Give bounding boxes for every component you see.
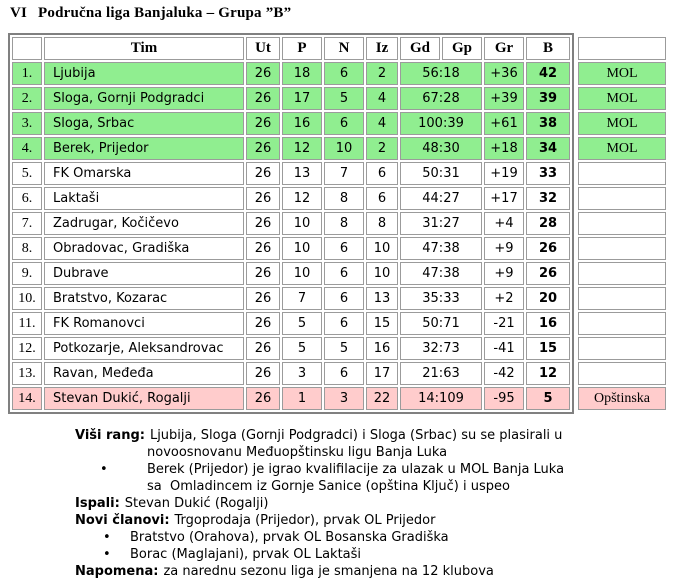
col-header-team: Tim [44, 37, 244, 60]
status-cell: MOL [578, 112, 666, 135]
rank-cell: 6. [12, 187, 42, 210]
col-header-status [578, 37, 666, 60]
goal-diff-cell: +9 [484, 237, 524, 260]
status-cell [578, 187, 666, 210]
status-row [578, 387, 666, 410]
bullet-icon: • [103, 547, 111, 562]
goal-diff-cell: +2 [484, 287, 524, 310]
played-cell: 26 [246, 162, 280, 185]
note-text: Ljubija, Sloga (Gornji Podgradci) i Sloga (Srbac) su se plasirali u [149, 428, 563, 443]
bullet-icon: • [103, 530, 111, 545]
draws-cell: 6 [324, 237, 364, 260]
league-table-body [12, 37, 570, 410]
goal-diff-cell: -42 [484, 362, 524, 385]
wins-cell: 16 [282, 112, 322, 135]
rank-cell: 7. [12, 212, 42, 235]
note-novi-clanovi [75, 512, 680, 529]
table-row [12, 387, 570, 410]
team-cell: Bratstvo, Kozarac [44, 287, 244, 310]
wins-cell: 13 [282, 162, 322, 185]
table-row [12, 137, 570, 160]
team-cell: FK Omarska [44, 162, 244, 185]
table-row [12, 287, 570, 310]
table-row [12, 187, 570, 210]
losses-cell: 8 [366, 212, 398, 235]
rank-cell: 14. [12, 387, 42, 410]
status-row [578, 62, 666, 85]
goals-cell: 50:31 [400, 162, 482, 185]
table-row [12, 262, 570, 285]
draws-cell: 6 [324, 112, 364, 135]
team-cell: Laktaši [44, 187, 244, 210]
wins-cell: 18 [282, 62, 322, 85]
status-column-body [578, 37, 666, 410]
wins-cell: 10 [282, 237, 322, 260]
note-label: Napomena: [75, 564, 159, 579]
wins-cell: 12 [282, 137, 322, 160]
points-cell: 5 [526, 387, 570, 410]
played-cell: 26 [246, 337, 280, 360]
played-cell: 26 [246, 262, 280, 285]
goal-diff-cell: +17 [484, 187, 524, 210]
points-cell: 28 [526, 212, 570, 235]
points-cell: 20 [526, 287, 570, 310]
note-visi-rang [75, 427, 680, 444]
team-cell: Ravan, Međeđa [44, 362, 244, 385]
col-header-gp: Gp [442, 37, 482, 60]
goals-cell: 100:39 [400, 112, 482, 135]
rank-cell: 5. [12, 162, 42, 185]
note-visi-rang-cont [147, 444, 680, 461]
played-cell: 26 [246, 387, 280, 410]
team-cell: Stevan Dukić, Rogalji [44, 387, 244, 410]
status-row [578, 87, 666, 110]
header-row [12, 37, 570, 60]
status-row [578, 312, 666, 335]
points-cell: 42 [526, 62, 570, 85]
note-text: Stevan Dukić (Rogalji) [124, 496, 269, 511]
team-cell: Sloga, Srbac [44, 112, 244, 135]
table-row [12, 237, 570, 260]
wins-cell: 12 [282, 187, 322, 210]
rank-cell: 3. [12, 112, 42, 135]
losses-cell: 22 [366, 387, 398, 410]
status-row [578, 212, 666, 235]
note-text: Borac (Maglajani), prvak OL Laktaši [130, 547, 362, 562]
points-cell: 38 [526, 112, 570, 135]
note-text: Trgoprodaja (Prijedor), prvak OL Prijedor [174, 513, 436, 528]
played-cell: 26 [246, 187, 280, 210]
note-text: sa Omladincem iz Gornje Sanice (opština Ključ) i uspeo [147, 479, 510, 494]
page-title [10, 5, 680, 22]
team-cell: Zadrugar, Kočičevo [44, 212, 244, 235]
wins-cell: 7 [282, 287, 322, 310]
goal-diff-cell: +19 [484, 162, 524, 185]
draws-cell: 6 [324, 312, 364, 335]
status-cell [578, 237, 666, 260]
draws-cell: 6 [324, 287, 364, 310]
col-header-b: B [526, 37, 570, 60]
losses-cell: 6 [366, 187, 398, 210]
col-header-p: P [282, 37, 322, 60]
col-header-ut: Ut [246, 37, 280, 60]
goal-diff-cell: +9 [484, 262, 524, 285]
goals-cell: 31:27 [400, 212, 482, 235]
goal-diff-cell: -41 [484, 337, 524, 360]
draws-cell: 6 [324, 62, 364, 85]
draws-cell: 8 [324, 187, 364, 210]
rank-cell: 12. [12, 337, 42, 360]
status-row [578, 287, 666, 310]
played-cell: 26 [246, 237, 280, 260]
col-header-n: N [324, 37, 364, 60]
status-row [578, 362, 666, 385]
wins-cell: 5 [282, 337, 322, 360]
wins-cell: 1 [282, 387, 322, 410]
status-row [578, 337, 666, 360]
points-cell: 39 [526, 87, 570, 110]
table-row [12, 112, 570, 135]
col-header-gr: Gr [484, 37, 524, 60]
team-cell: Obradovac, Gradiška [44, 237, 244, 260]
goals-cell: 48:30 [400, 137, 482, 160]
goal-diff-cell: +4 [484, 212, 524, 235]
goal-diff-cell: -21 [484, 312, 524, 335]
played-cell: 26 [246, 112, 280, 135]
team-cell: Sloga, Gornji Podgradci [44, 87, 244, 110]
table-row [12, 312, 570, 335]
losses-cell: 10 [366, 237, 398, 260]
note-text: novoosnovanu Međuopštinsku ligu Banja Luka [147, 445, 448, 460]
note-label: Novi članovi: [75, 513, 170, 528]
goal-diff-cell: -95 [484, 387, 524, 410]
table-row [12, 87, 570, 110]
status-cell [578, 162, 666, 185]
goal-diff-cell: +36 [484, 62, 524, 85]
losses-cell: 6 [366, 162, 398, 185]
losses-cell: 4 [366, 112, 398, 135]
note-text: za narednu sezonu liga je smanjena na 12 klubova [163, 564, 494, 579]
note-ispali [75, 495, 680, 512]
played-cell: 26 [246, 312, 280, 335]
goal-diff-cell: +61 [484, 112, 524, 135]
table-row [12, 337, 570, 360]
draws-cell: 8 [324, 212, 364, 235]
rank-cell: 11. [12, 312, 42, 335]
wins-cell: 5 [282, 312, 322, 335]
points-cell: 26 [526, 237, 570, 260]
rank-cell: 2. [12, 87, 42, 110]
table-row [12, 162, 570, 185]
losses-cell: 4 [366, 87, 398, 110]
status-row [578, 162, 666, 185]
team-cell: Potkozarje, Aleksandrovac [44, 337, 244, 360]
section-numeral: VI [10, 5, 28, 21]
played-cell: 26 [246, 87, 280, 110]
goals-cell: 44:27 [400, 187, 482, 210]
rank-cell: 9. [12, 262, 42, 285]
draws-cell: 6 [324, 362, 364, 385]
status-row [578, 262, 666, 285]
goal-diff-cell: +18 [484, 137, 524, 160]
league-title: Područna liga Banjaluka – Grupa ”B” [38, 5, 292, 21]
losses-cell: 10 [366, 262, 398, 285]
col-header-iz: Iz [366, 37, 398, 60]
note-text: Bratstvo (Orahova), prvak OL Bosanska Gradiška [130, 530, 449, 545]
losses-cell: 16 [366, 337, 398, 360]
losses-cell: 15 [366, 312, 398, 335]
goal-diff-cell: +39 [484, 87, 524, 110]
rank-cell: 1. [12, 62, 42, 85]
played-cell: 26 [246, 62, 280, 85]
rank-cell: 8. [12, 237, 42, 260]
note-label: Viši rang: [75, 428, 145, 443]
note-novi-bullet-2 [103, 546, 680, 563]
table-row [12, 362, 570, 385]
points-cell: 16 [526, 312, 570, 335]
status-cell [578, 262, 666, 285]
wins-cell: 10 [282, 262, 322, 285]
team-cell: FK Romanovci [44, 312, 244, 335]
status-cell: MOL [578, 87, 666, 110]
note-label: Ispali: [75, 496, 120, 511]
note-berek [100, 461, 680, 478]
status-cell [578, 312, 666, 335]
losses-cell: 2 [366, 137, 398, 160]
bullet-icon: • [100, 462, 108, 477]
points-cell: 33 [526, 162, 570, 185]
played-cell: 26 [246, 212, 280, 235]
points-cell: 34 [526, 137, 570, 160]
played-cell: 26 [246, 137, 280, 160]
team-cell: Dubrave [44, 262, 244, 285]
draws-cell: 5 [324, 337, 364, 360]
col-header-rank [12, 37, 42, 60]
rank-cell: 4. [12, 137, 42, 160]
note-berek-cont [147, 478, 680, 495]
points-cell: 32 [526, 187, 570, 210]
draws-cell: 6 [324, 262, 364, 285]
league-table [8, 33, 574, 414]
losses-cell: 13 [366, 287, 398, 310]
team-cell: Berek, Prijedor [44, 137, 244, 160]
note-napomena [75, 563, 680, 580]
goals-cell: 21:63 [400, 362, 482, 385]
status-row [578, 137, 666, 160]
status-row [578, 187, 666, 210]
status-cell [578, 362, 666, 385]
losses-cell: 2 [366, 62, 398, 85]
status-cell [578, 287, 666, 310]
played-cell: 26 [246, 287, 280, 310]
goals-cell: 67:28 [400, 87, 482, 110]
note-novi-bullet-1 [103, 529, 680, 546]
goals-cell: 14:109 [400, 387, 482, 410]
goals-cell: 32:73 [400, 337, 482, 360]
team-cell: Ljubija [44, 62, 244, 85]
draws-cell: 3 [324, 387, 364, 410]
note-text: Berek (Prijedor) je igrao kvalifilacije za ulazak u MOL Banja Luka [147, 462, 565, 477]
col-header-gd: Gd [400, 37, 440, 60]
losses-cell: 17 [366, 362, 398, 385]
goals-cell: 47:38 [400, 237, 482, 260]
table-row [12, 62, 570, 85]
rank-cell: 13. [12, 362, 42, 385]
played-cell: 26 [246, 362, 280, 385]
table-row [12, 212, 570, 235]
draws-cell: 5 [324, 87, 364, 110]
status-column [576, 35, 668, 412]
league-table-wrap [8, 33, 680, 414]
wins-cell: 3 [282, 362, 322, 385]
goals-cell: 47:38 [400, 262, 482, 285]
wins-cell: 17 [282, 87, 322, 110]
goals-cell: 50:71 [400, 312, 482, 335]
rank-cell: 10. [12, 287, 42, 310]
status-header-row [578, 37, 666, 60]
wins-cell: 10 [282, 212, 322, 235]
notes-section [0, 427, 680, 580]
status-cell [578, 212, 666, 235]
goals-cell: 56:18 [400, 62, 482, 85]
points-cell: 26 [526, 262, 570, 285]
points-cell: 15 [526, 337, 570, 360]
status-cell: MOL [578, 62, 666, 85]
status-cell: Opštinska [578, 387, 666, 410]
status-row [578, 237, 666, 260]
draws-cell: 10 [324, 137, 364, 160]
draws-cell: 7 [324, 162, 364, 185]
goals-cell: 35:33 [400, 287, 482, 310]
status-row [578, 112, 666, 135]
status-cell [578, 337, 666, 360]
points-cell: 12 [526, 362, 570, 385]
status-cell: MOL [578, 137, 666, 160]
